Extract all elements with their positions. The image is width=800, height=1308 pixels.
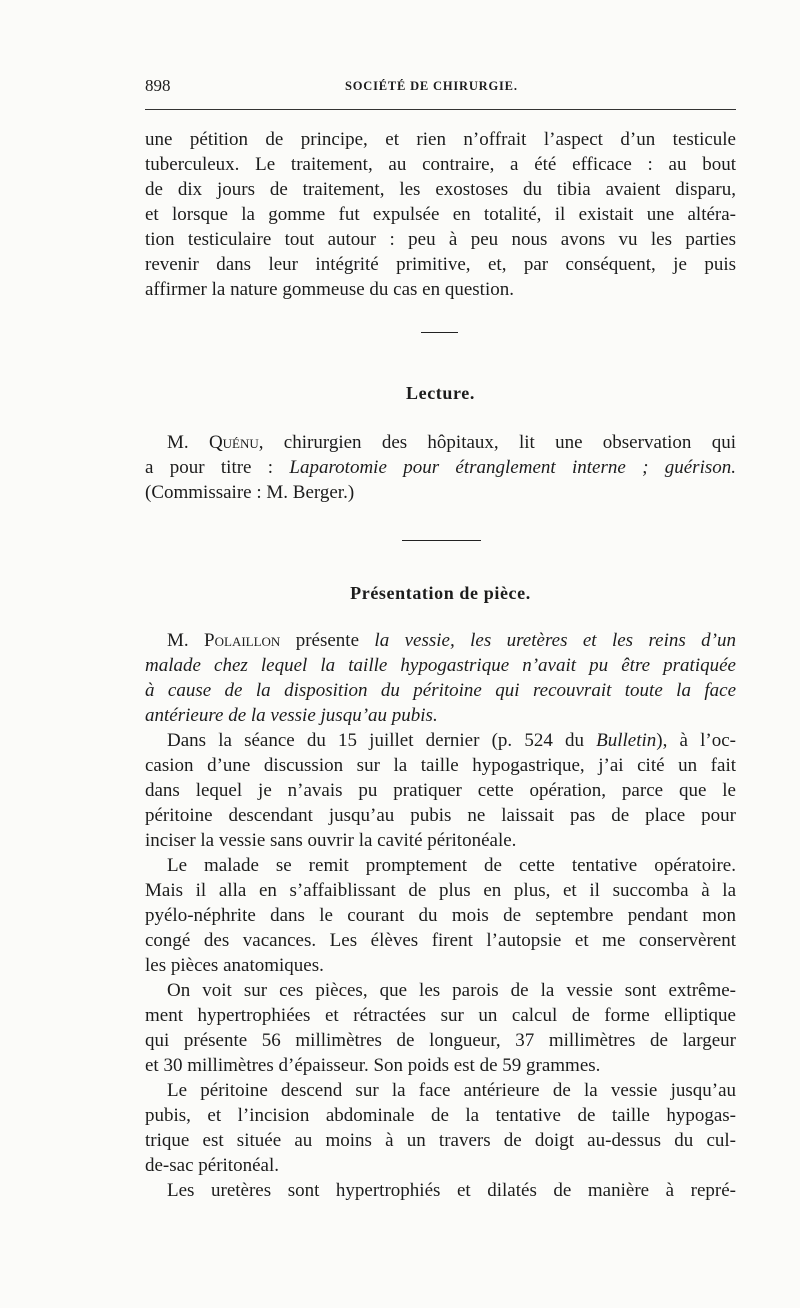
text-line: (Commissaire : M. Berger.)	[145, 482, 355, 503]
author-name: Polaillon	[204, 630, 281, 651]
text-line: et lorsque la gomme fut expulsée en totalité, il existait une altéra-	[145, 204, 736, 225]
text-line: Les uretères sont hypertrophiés et dilatés de manière à repré-	[167, 1180, 736, 1201]
author-name: Quénu	[208, 432, 259, 453]
text-line: trique est située au moins à un travers de doigt au-dessus du cul-	[145, 1130, 736, 1151]
text-line: affirmer la nature gommeuse du cas en question.	[145, 279, 514, 300]
text-line: pyélo-néphrite dans le courant du mois de septembre pendant mon	[145, 905, 736, 926]
text-line: de dix jours de traitement, les exostoses du tibia avaient disparu,	[145, 179, 736, 200]
section-heading-presentation: Présentation de pièce.	[350, 583, 531, 603]
text-line: inciser la vessie sans ouvrir la cavité péritonéale.	[145, 830, 517, 851]
text-line: revenir dans leur intégrité primitive, et, par conséquent, je puis	[145, 254, 736, 275]
text-line: ment hypertrophiées et rétractées sur un calcul de forme elliptique	[145, 1005, 736, 1026]
text-line: M. Quénu, chirurgien des hôpitaux, lit une observation qui	[167, 432, 736, 453]
text-line: congé des vacances. Les élèves firent l’autopsie et me conservèrent	[145, 930, 736, 951]
text-line: On voit sur ces pièces, que les parois de la vessie sont extrême-	[167, 980, 736, 1001]
text-line: de-sac péritonéal.	[145, 1155, 279, 1176]
text-line: Mais il alla en s’affaiblissant de plus en plus, et il succomba à la	[145, 880, 736, 901]
section-separator	[402, 540, 481, 541]
text-line: à cause de la disposition du péritoine qui recouvrait toute la face	[145, 680, 736, 701]
text-line: une pétition de principe, et rien n’offrait l’aspect d’un testicule	[145, 129, 736, 150]
text-line: Dans la séance du 15 juillet dernier (p. 524 du Bulletin), à l’oc-	[167, 730, 736, 751]
page-number: 898	[145, 76, 171, 95]
text-line: antérieure de la vessie jusqu’au pubis.	[145, 705, 438, 726]
text-line: pubis, et l’incision abdominale de la tentative de taille hypogas-	[145, 1105, 736, 1126]
text-line: les pièces anatomiques.	[145, 955, 324, 976]
text-line: tion testiculaire tout autour : peu à peu nous avons vu les parties	[145, 229, 736, 250]
text-line: malade chez lequel la taille hypogastrique n’avait pu être pratiquée	[145, 655, 736, 676]
running-head	[145, 76, 736, 100]
text-line: Le péritoine descend sur la face antérieure de la vessie jusqu’au	[167, 1080, 736, 1101]
observation-title: Laparotomie pour étranglement interne ; guérison.	[289, 457, 736, 478]
section-heading-lecture: Lecture.	[406, 383, 475, 403]
text-line: a pour titre : Laparotomie pour étranglement interne ; guérison.	[145, 457, 736, 478]
text-line: M. Polaillon présente la vessie, les uretères et les reins d’un	[167, 630, 736, 651]
text-line: qui présente 56 millimètres de longueur, 37 millimètres de largeur	[145, 1030, 736, 1051]
text-line: tuberculeux. Le traitement, au contraire, a été efficace : au bout	[145, 154, 736, 175]
section-separator	[421, 332, 458, 333]
text-line: Le malade se remit promptement de cette tentative opératoire.	[167, 855, 736, 876]
text-line: péritoine descendant jusqu’au pubis ne laissait pas de place pour	[145, 805, 736, 826]
text-line: casion d’une discussion sur la taille hypogastrique, j’ai cité un fait	[145, 755, 736, 776]
header-rule	[145, 109, 736, 110]
text-line: et 30 millimètres d’épaisseur. Son poids est de 59 grammes.	[145, 1055, 601, 1076]
text-line: dans lequel je n’avais pu pratiquer cette opération, parce que le	[145, 780, 736, 801]
running-title: SOCIÉTÉ DE CHIRURGIE.	[345, 79, 518, 93]
